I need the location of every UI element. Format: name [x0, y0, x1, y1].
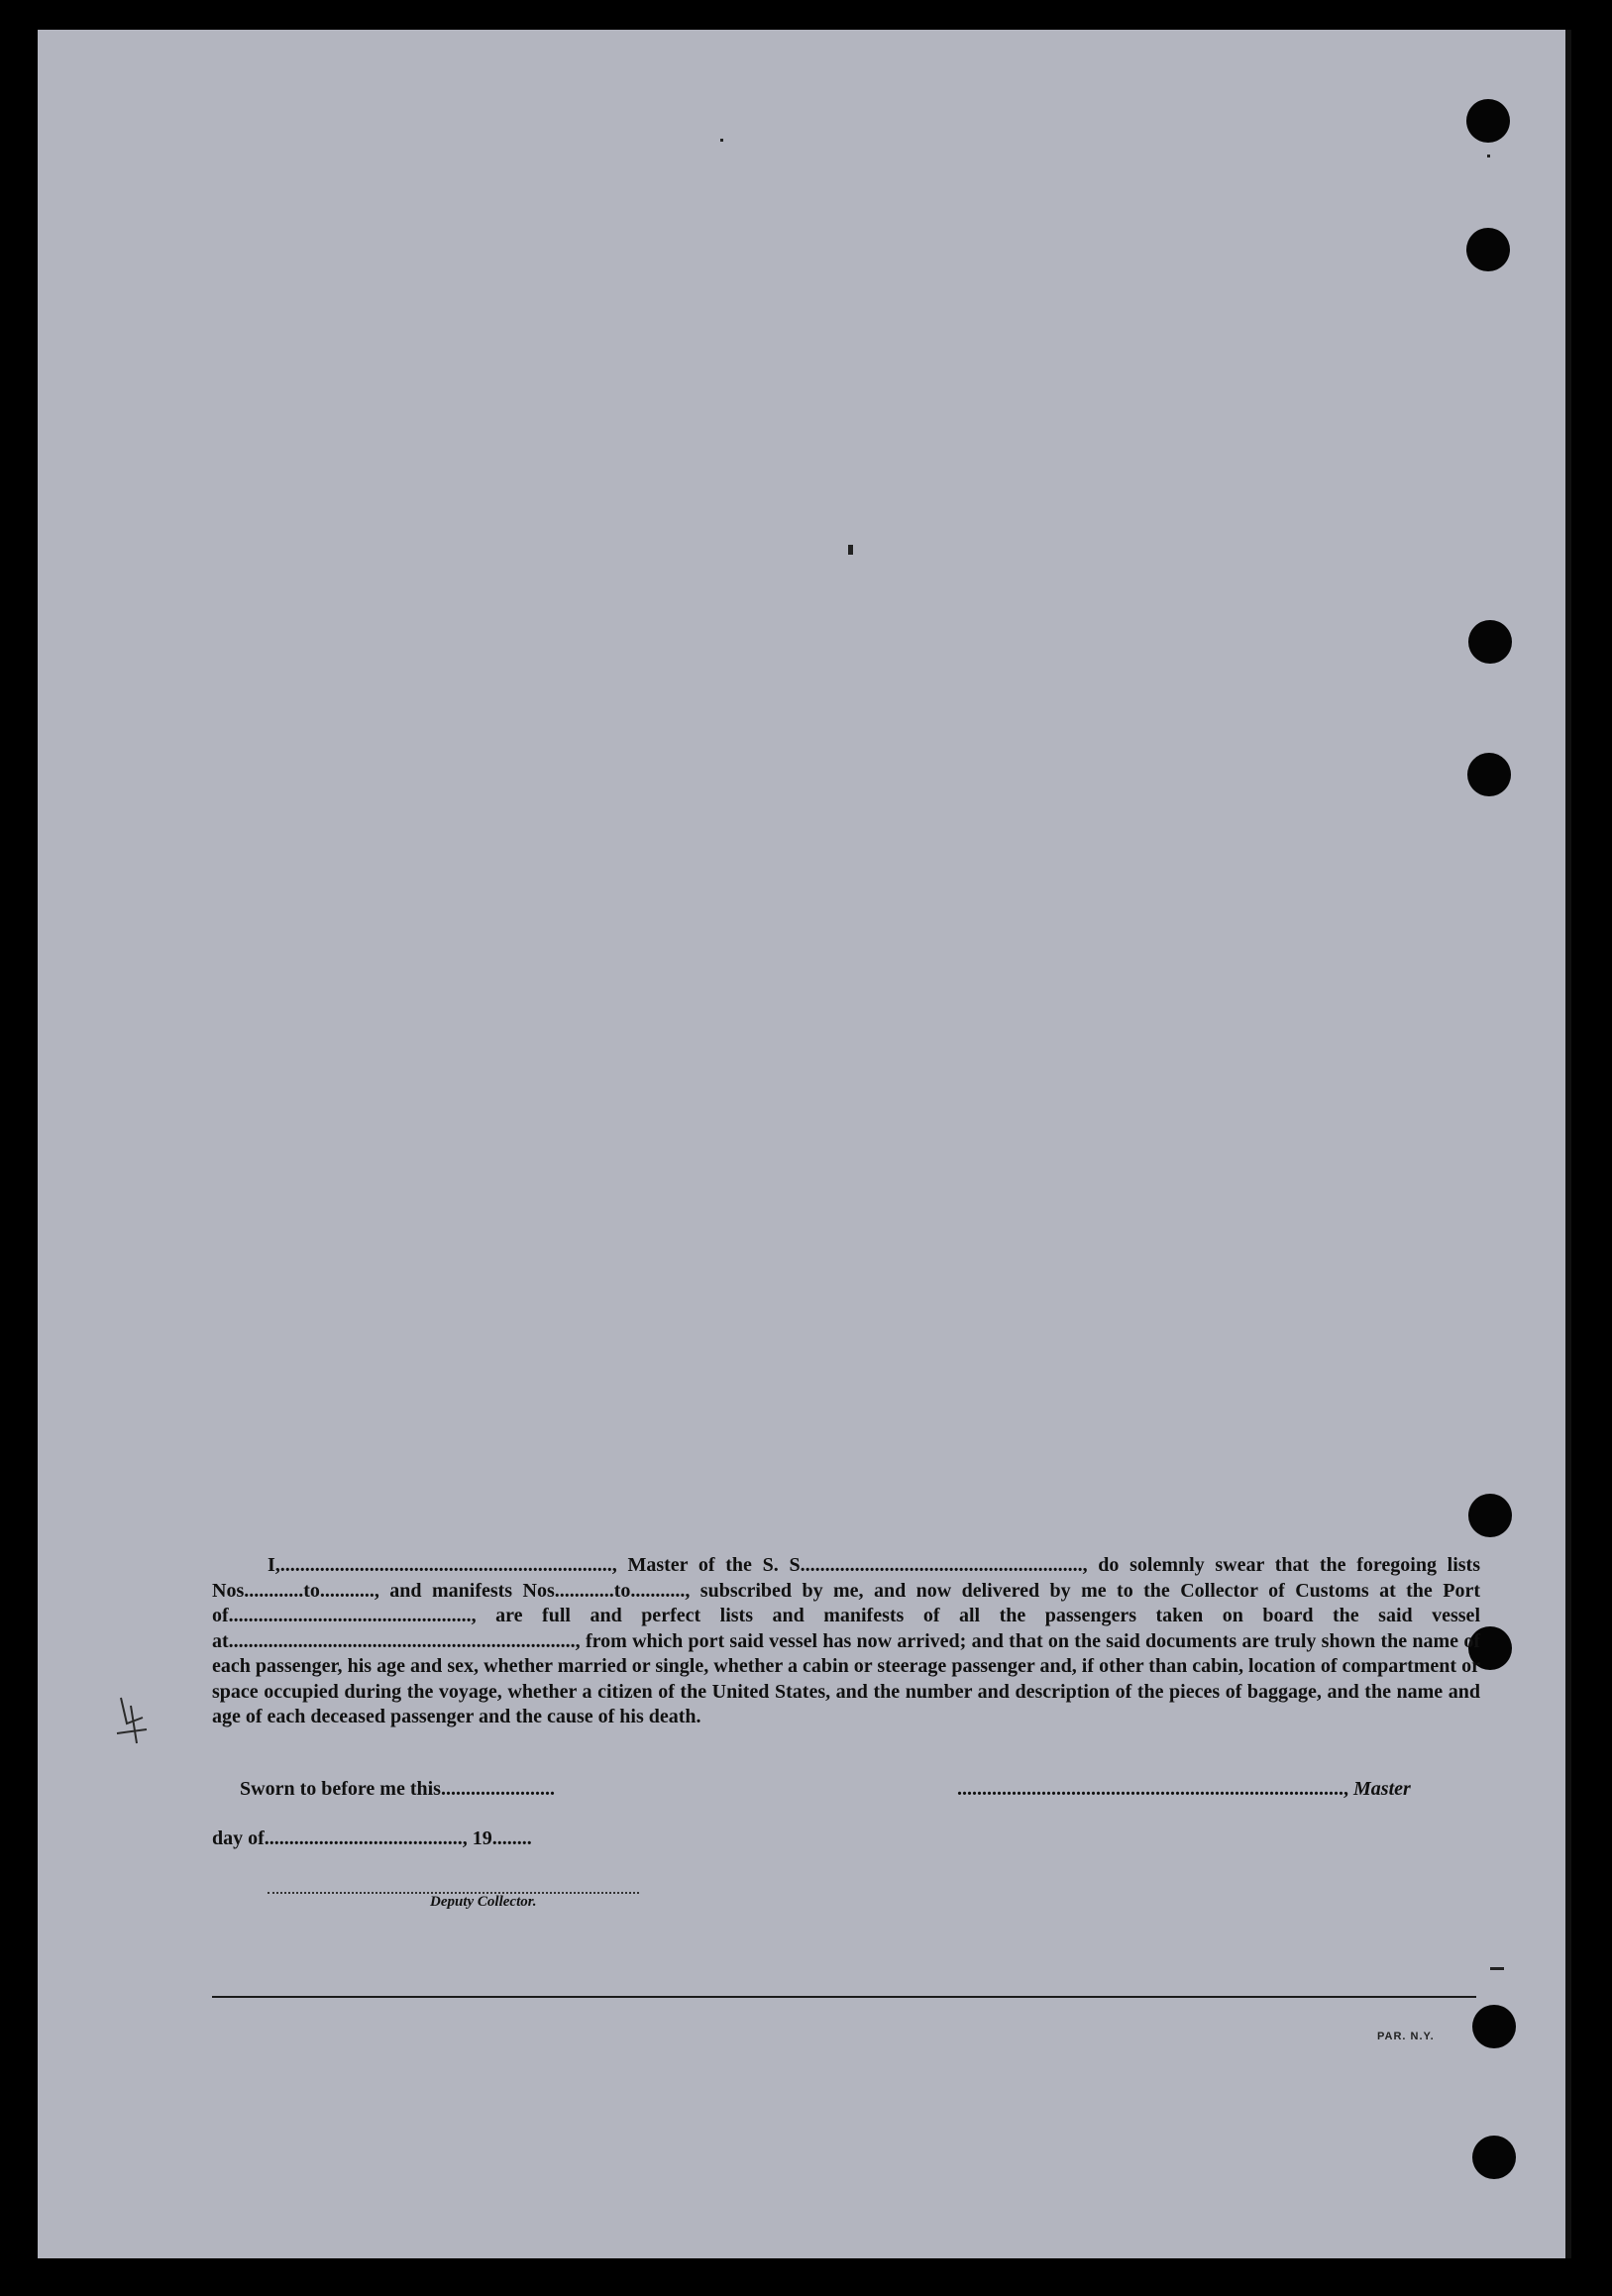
punch-hole: [1467, 753, 1511, 796]
punch-hole: [1472, 2136, 1516, 2179]
printer-mark: PAR. N.Y.: [1377, 2031, 1435, 2042]
punch-hole: [1468, 620, 1512, 664]
day-of-line: [212, 1827, 532, 1850]
ink-speck: [1490, 1967, 1504, 1970]
oath-text: I,..................................................................., Master of the S. S........................................................., do solemnly swear that the foregoing lists Nos............to..........., and manifests Nos............to..........., subscribed by me, and now delivered by me to the Collector of Customs at the Port of................................................., are full and perfect lists and manifests of all the passengers taken on board the said vessel at......................................................................, from which port said vessel has now arrived; and that on the said documents are truly shown the name of each passenger, his age and sex, whether married or single, whether a cabin or steerage passenger and, if other than cabin, location of compartment or space occupied during the voyage, whether a citizen of the United States, and the number and description of the pieces of baggage, and the name and age of each deceased passenger and the cause of his death.: [212, 1554, 1480, 1727]
punch-hole: [1466, 99, 1510, 143]
document-page: [38, 30, 1571, 2258]
deputy-collector-label: Deputy Collector.: [430, 1894, 537, 1910]
margin-handwriting: [113, 1694, 153, 1753]
sworn-line: [240, 1778, 555, 1801]
ink-speck: [848, 545, 853, 555]
bottom-rule: [212, 1996, 1476, 1998]
ink-speck: [1487, 155, 1490, 157]
ink-speck: [720, 139, 723, 142]
master-signature-line: [957, 1778, 1411, 1801]
punch-hole: [1466, 228, 1510, 271]
punch-hole: [1468, 1494, 1512, 1537]
master-label: Master: [1353, 1778, 1411, 1800]
oath-paragraph: [212, 1553, 1480, 1730]
master-dotted-line: ..............................................................................,: [957, 1778, 1348, 1800]
day-of-text: day of........................................, 19........: [212, 1827, 532, 1849]
sworn-text: Sworn to before me this.......................: [240, 1778, 555, 1800]
punch-hole: [1472, 2005, 1516, 2048]
